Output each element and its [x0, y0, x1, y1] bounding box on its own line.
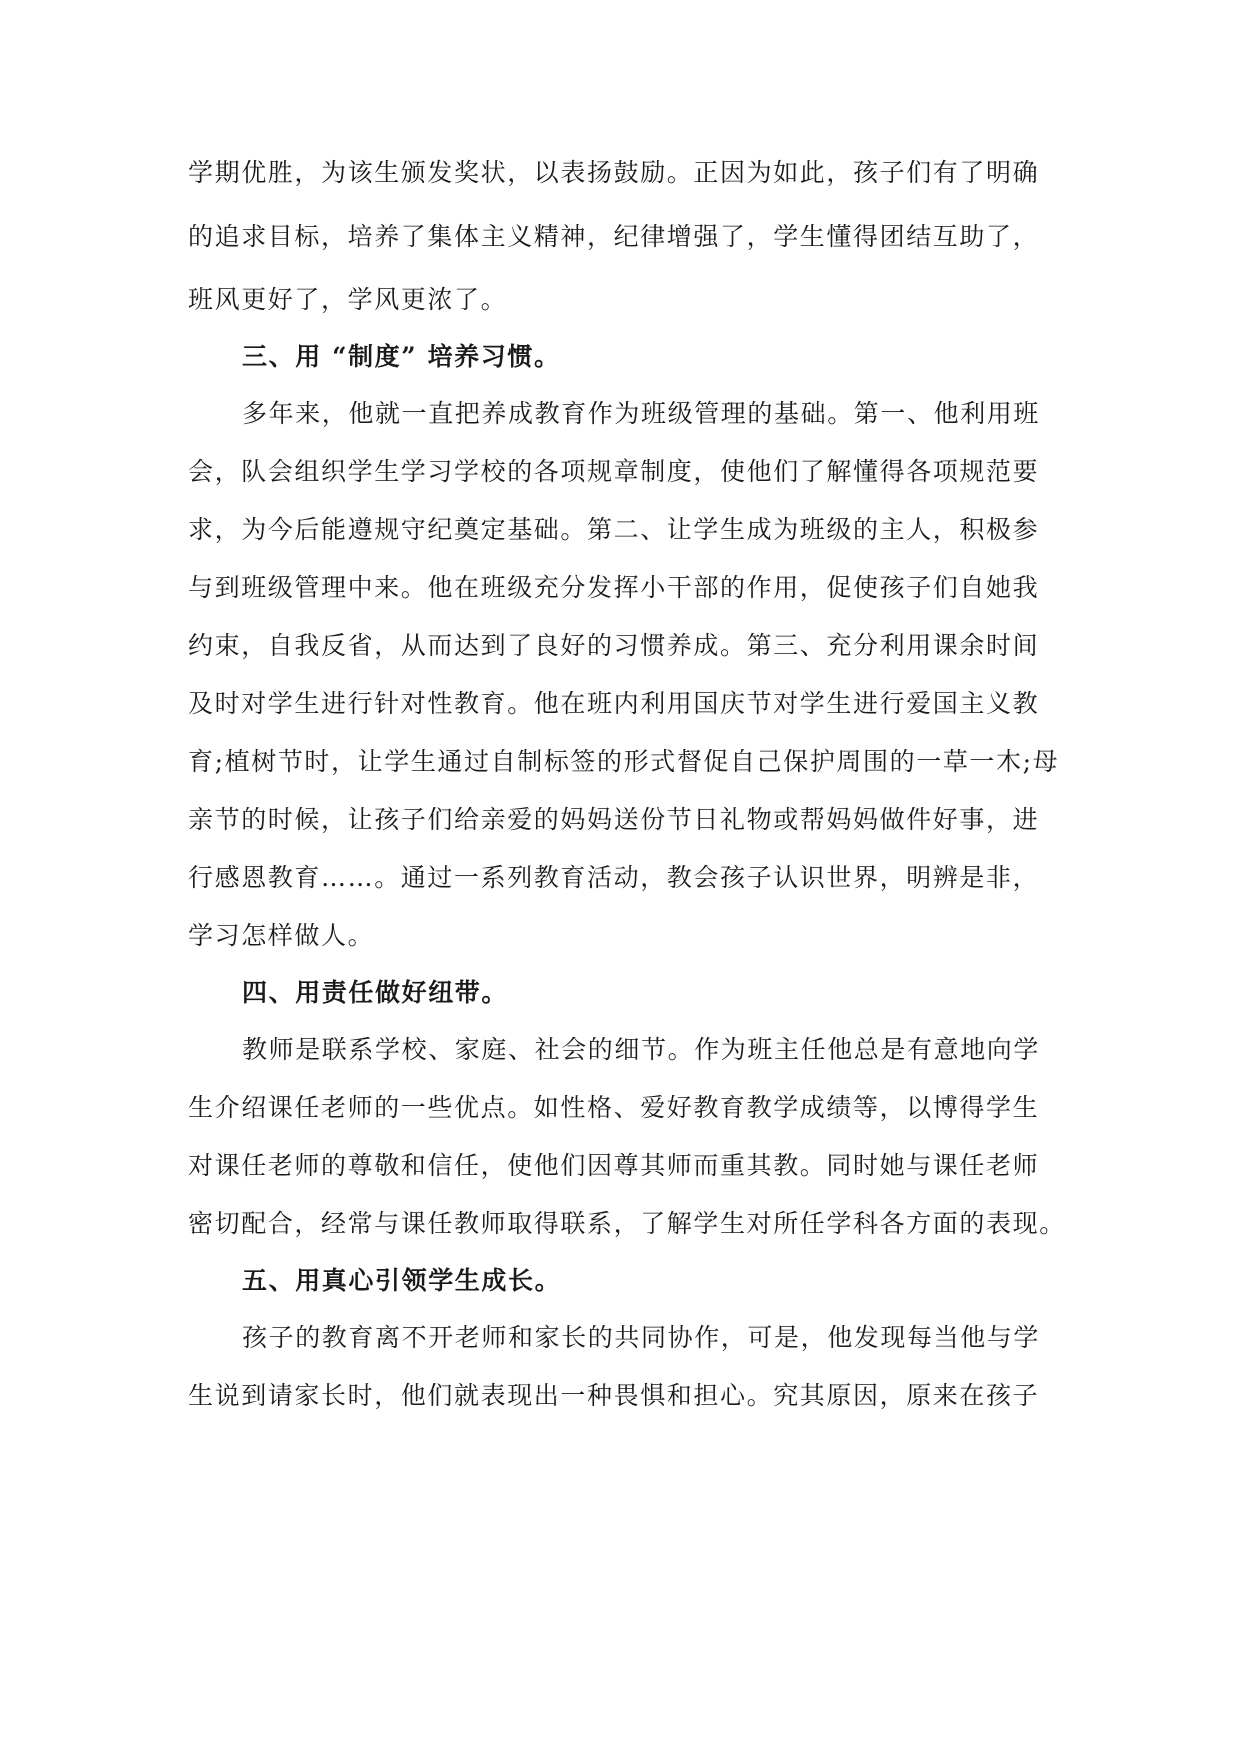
paragraph-3-line-2: 生介绍课任老师的一些优点。如性格、爱好教育教学成绩等，以博得学生 — [188, 1093, 1040, 1122]
paragraph-2-line-5: 约束，自我反省，从而达到了良好的习惯养成。第三、充分利用课余时间 — [188, 631, 1040, 660]
paragraph-2-line-3: 求，为今后能遵规守纪奠定基础。第二、让学生成为班级的主人，积极参 — [188, 515, 1040, 544]
paragraph-2-line-2: 会，队会组织学生学习学校的各项规章制度，使他们了解懂得各项规范要 — [188, 457, 1040, 486]
paragraph-4-line-2: 生说到请家长时，他们就表现出一种畏惧和担心。究其原因，原来在孩子 — [188, 1381, 1040, 1410]
paragraph-2-line-7: 育;植树节时，让学生通过自制标签的形式督促自己保护周围的一草一木;母 — [188, 747, 1060, 776]
paragraph-2-line-4: 与到班级管理中来。他在班级充分发挥小干部的作用，促使孩子们自她我 — [188, 573, 1040, 602]
section-heading-5: 五、用真心引领学生成长。 — [242, 1266, 562, 1295]
paragraph-1-line-2: 的追求目标，培养了集体主义精神，纪律增强了，学生懂得团结互助了， — [188, 222, 1040, 251]
section-heading-4: 四、用责任做好纽带。 — [242, 978, 509, 1007]
paragraph-2-line-6: 及时对学生进行针对性教育。他在班内利用国庆节对学生进行爱国主义教 — [188, 689, 1040, 718]
paragraph-1-line-3: 班风更好了，学风更浓了。 — [188, 285, 508, 314]
paragraph-4-line-1: 孩子的教育离不开老师和家长的共同协作，可是，他发现每当他与学 — [242, 1323, 1041, 1352]
paragraph-2-line-10: 学习怎样做人。 — [188, 921, 375, 950]
paragraph-2-line-8: 亲节的时候，让孩子们给亲爱的妈妈送份节日礼物或帮妈妈做件好事，进 — [188, 805, 1040, 834]
paragraph-2-line-9: 行感恩教育……。通过一系列教育活动，教会孩子认识世界，明辨是非， — [188, 863, 1040, 892]
paragraph-1-line-1: 学期优胜，为该生颁发奖状，以表扬鼓励。正因为如此，孩子们有了明确 — [188, 158, 1040, 187]
paragraph-3-line-4: 密切配合，经常与课任教师取得联系，了解学生对所任学科各方面的表现。 — [188, 1209, 1066, 1238]
paragraph-3-line-3: 对课任老师的尊敬和信任，使他们因尊其师而重其教。同时她与课任老师 — [188, 1151, 1040, 1180]
section-heading-3: 三、用 “制度” 培养习惯。 — [242, 342, 561, 371]
paragraph-2-line-1: 多年来，他就一直把养成教育作为班级管理的基础。第一、他利用班 — [242, 399, 1041, 428]
paragraph-3-line-1: 教师是联系学校、家庭、社会的细节。作为班主任他总是有意地向学 — [242, 1035, 1041, 1064]
